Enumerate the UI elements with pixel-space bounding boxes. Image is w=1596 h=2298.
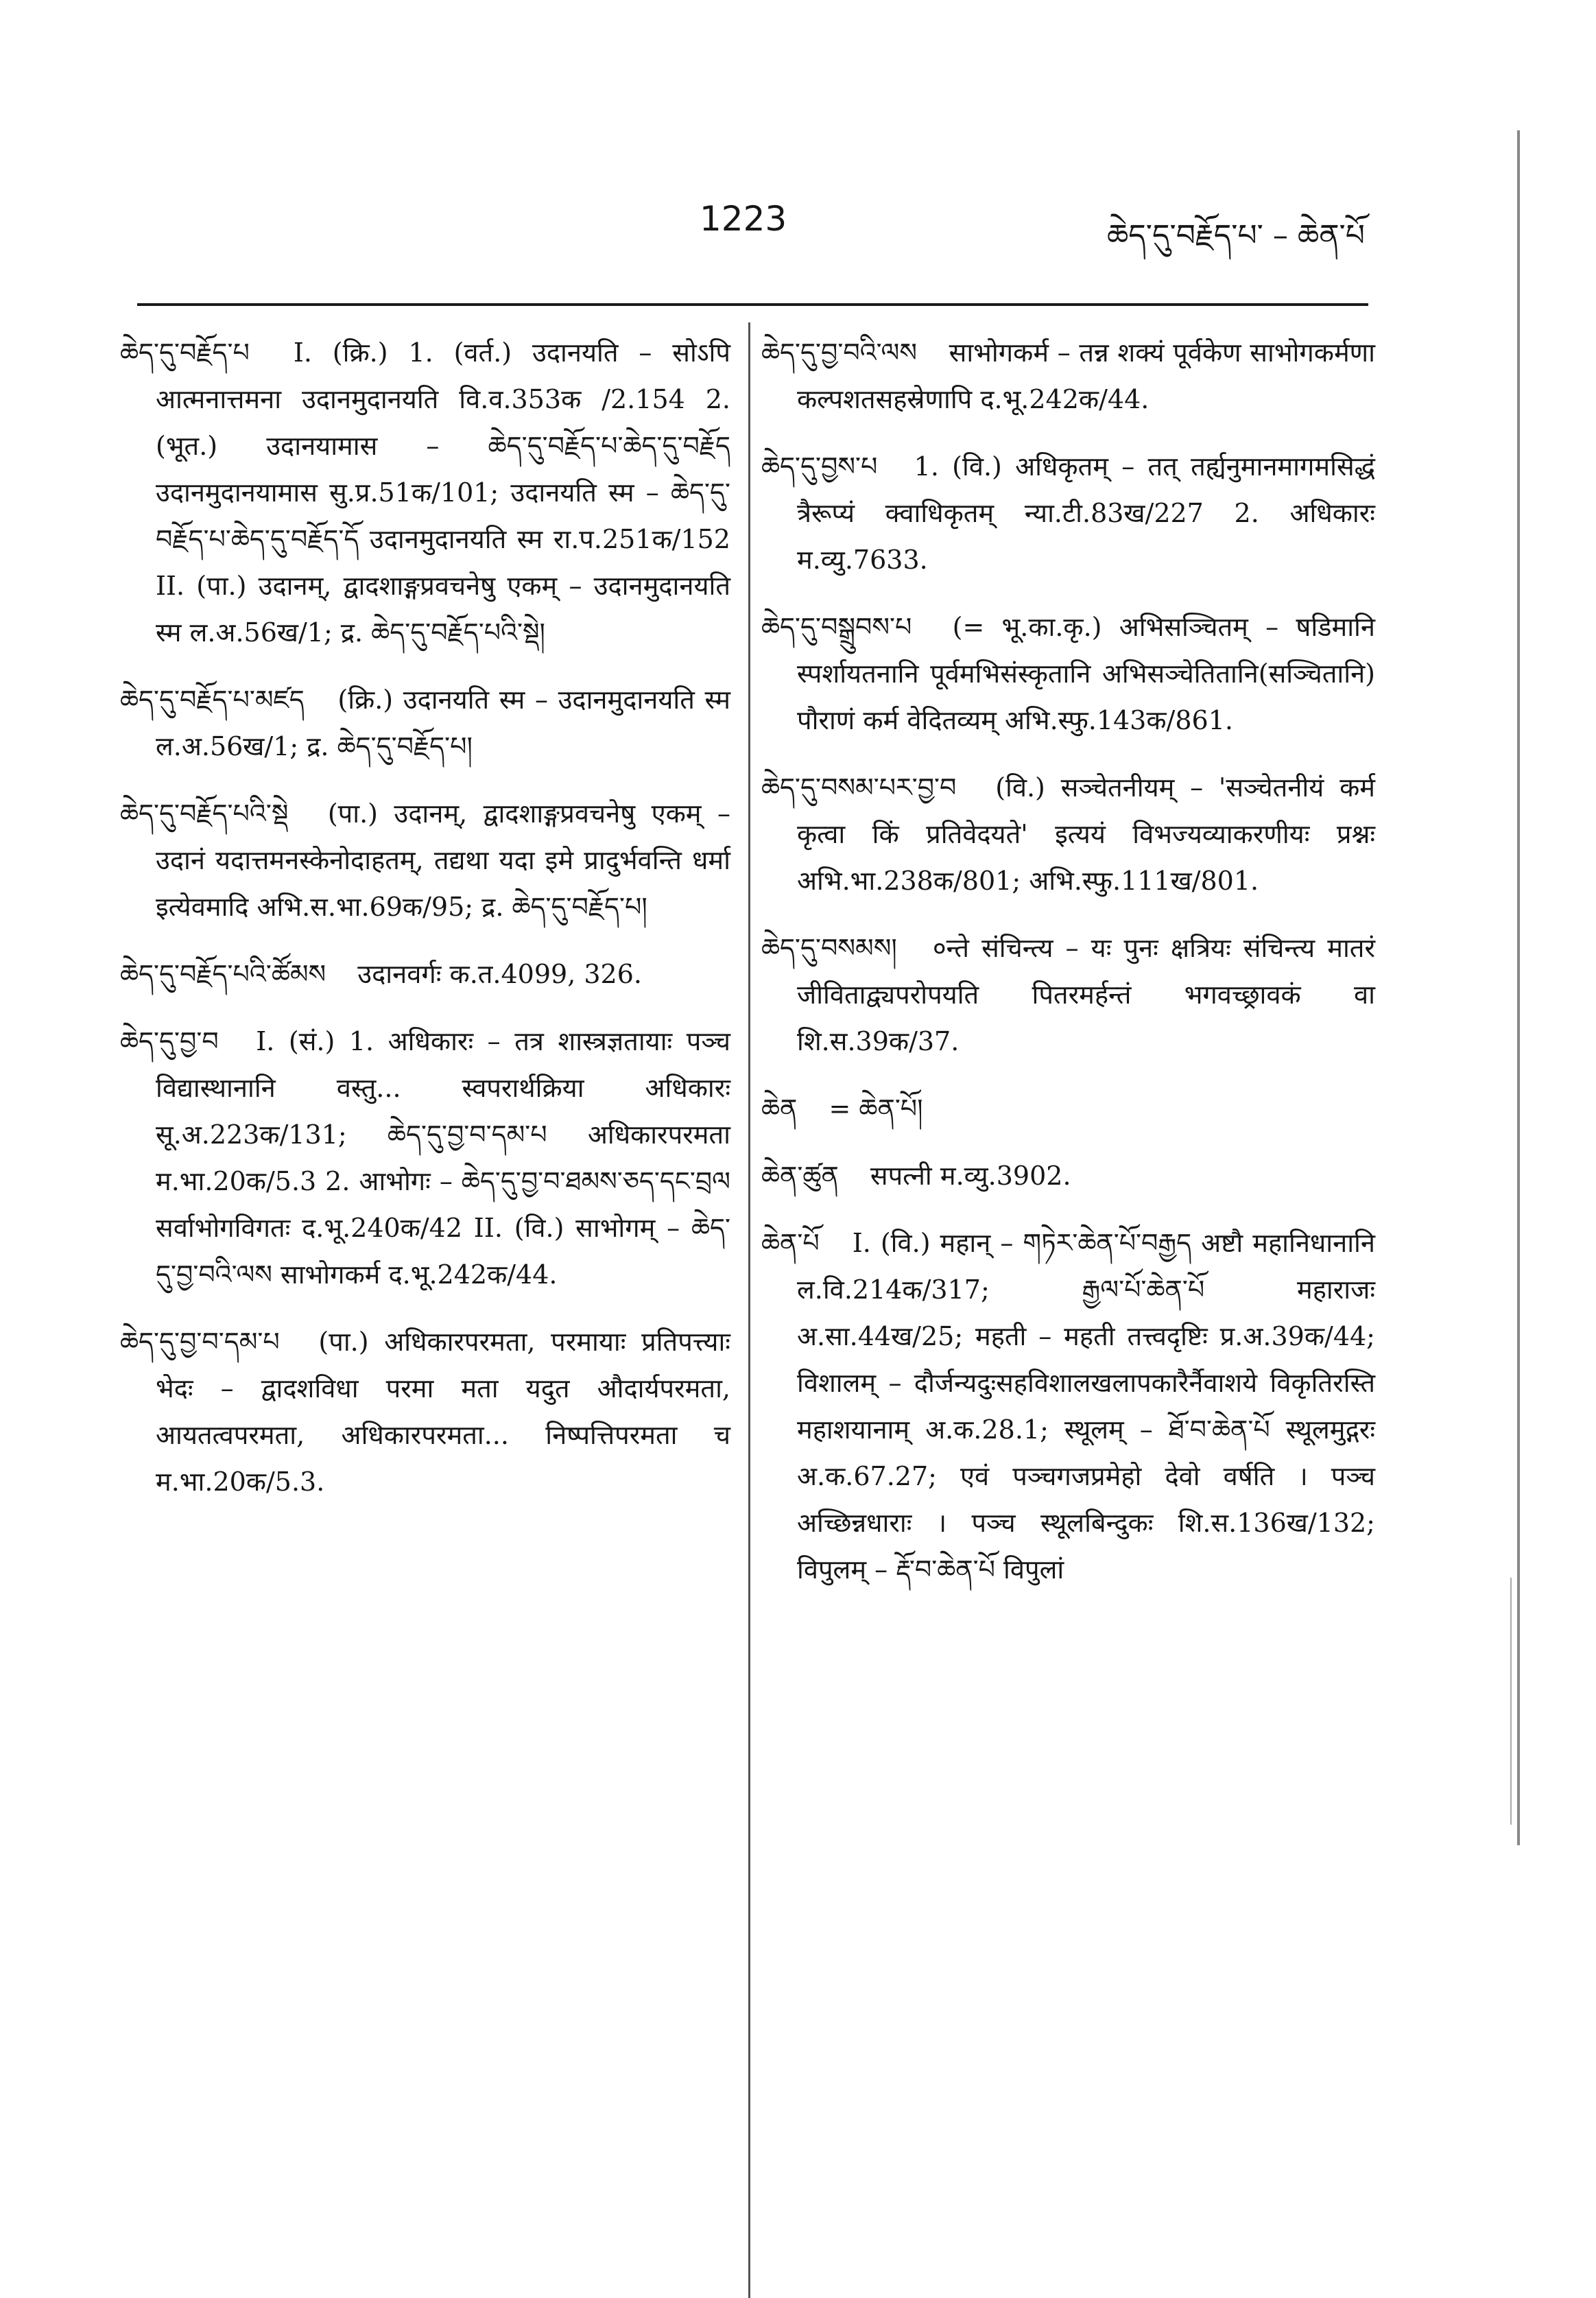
entry-body: (पा.) अधिकारपरमता, परमायाः प्रतिपत्त्याः भेदः – द्वादशविधा परमा मता यदुत औदार्यपरमता, आयतत्वपरमता, अधिकारपरमता... निष्पत्तिपरमता च म.भा.20क/5.3. [156,1327,730,1497]
entry-body: साभोगकर्म – तन्न शक्यं पूर्वकेण साभोगकर्मणा कल्पशतसहस्रेणापि द.भू.242क/44. [797,337,1375,414]
entry-body: I. (वि.) महान् – གཏེར་ཆེན་པོ་བརྒྱད अष्टौ महानिधानानि ल.वि.214क/317; རྒྱལ་པོ་ཆེན་པོ महाराजः अ.सा.44ख/25; महती – महती तत्त्वदृष्टिः प्र.अ.39क/44; विशालम् – दौर्जन्यदुःसहविशालखलापकारैर्नैवाशये विकृतिरस्ति महाशयानाम् अ.क.28.1; स्थूलम् – ཐོ་བ་ཆེན་པོ स्थूलमुद्गरः अ.क.67.27; एवं पञ्चगजप्रमेहो देवो वर्षति । पञ्च अच्छिन्नधाराः । पञ्च स्थूलबिन्दुकः शि.स.136ख/132; विपुलम् – རྡོ་བ་ཆེན་པོ विपुलां [797,1228,1375,1585]
dictionary-entry [120,1318,730,1505]
dictionary-entry [761,925,1375,1065]
running-head: ཆེད་དུ་བརྗོད་པ་ – ཆེན་པོ [1106,218,1365,253]
entry-body: I. (सं.) 1. अधिकारः – तत्र शास्त्रज्ञतायाः पञ्च विद्यास्थानानि वस्तु... स्वपरार्थक्रिया अधिकारः सू.अ.223क/131; ཆེད་དུ་བྱ་བ་དམ་པ अधिकारपरमता म.भा.20क/5.3 2. आभोगः – ཆེད་དུ་བྱ་བ་ཐམས་ཅད་དང་བྲལ सर्वाभोगविगतः द.भू.240क/42 II. (वि.) साभोगम् – ཆེད་དུ་བྱ་བའི་ལས साभोगकर्म द.भू.242क/44. [156,1026,730,1290]
entry-headword: ཆེན་ཚུན [761,1161,839,1191]
dictionary-entry [761,329,1375,423]
entry-headword: ཆེད་དུ་བརྗོད་པའི་ཚོམས [120,959,326,989]
entry-headword: ཆེད་དུ་བརྗོད་པ་མཛད [120,685,305,715]
entry-body: उदानवर्गः क.त.4099, 326. [357,959,642,989]
entry-headword: ཆེད་དུ་བརྗོད་པ [120,337,250,368]
entry-headword: ཆེན [761,1093,798,1124]
dictionary-entry [761,764,1375,904]
entry-headword: ཆེད་དུ་བསམ་པར་བྱ་བ [761,772,957,803]
right-column [761,329,1375,1613]
entry-body: = ཆེན་པོ། [829,1093,923,1124]
binding-edge-line-secondary [1510,1578,1512,1825]
binding-edge-line [1517,130,1520,1845]
entry-body: (क्रि.) उदानयति स्म – उदानमुदानयति स्म ल.अ.56ख/1; द्र. ཆེད་དུ་བརྗོད་པ། [156,685,730,761]
entry-body: (पा.) उदानम्, द्वादशाङ्गप्रवचनेषु एकम् – उदानं यदात्तमनस्केनोदाहतम्, तद्यथा यदा इमे प्रादुर्भवन्ति धर्मा इत्येवमादि अभि.स.भा.69क/95; द्र. ཆེད་དུ་བརྗོད་པ། [156,798,730,922]
page-header [137,199,1365,261]
dictionary-entry [761,1152,1375,1199]
entry-headword: ཆེད་དུ་བྱ་བ་དམ་པ [120,1327,280,1357]
entry-body: ०न्ते संचिन्त्य – यः पुनः क्षत्रियः संचिन्त्य मातरं जीविताद्व्यपरोपयति पितरमर्हन्तं भगवच्छ्रावकं वा शि.स.39क/37. [797,933,1375,1056]
entry-headword: ཆེད་དུ་བྱ་བ [120,1026,219,1056]
entry-body: (= भू.का.कृ.) अभिसञ्चितम् – षडिमानि स्पर्शायतनानि पूर्वमभिसंस्कृतानि अभिसञ्चेतितानि(सञ्चितानि) पौराणं कर्म वेदितव्यम् अभि.स्फु.143क/861. [797,612,1375,735]
left-column [120,329,730,1526]
dictionary-entry [761,604,1375,744]
dictionary-entry [120,676,730,770]
entry-headword: ཆེད་དུ་བྱས་པ [761,451,878,482]
entry-body: 1. (वि.) अधिकृतम् – तत् तर्ह्यनुमानमागमसिद्धं त्रैरूप्यं क्वाधिकृतम् न्या.टी.83ख/227 2. अधिकारः म.व्यु.7633. [797,451,1375,575]
entry-body: (वि.) सञ्चेतनीयम् – 'सञ्चेतनीयं कर्म कृत्वा किं प्रतिवेदयते' इत्ययं विभज्यव्याकरणीयः प्रश्नः अभि.भा.238क/801; अभि.स्फु.111ख/801. [797,772,1375,896]
column-divider [748,322,750,2298]
header-rule [137,303,1368,306]
dictionary-entry [761,1220,1375,1593]
dictionary-entry [761,443,1375,583]
dictionary-entry [120,951,730,997]
dictionary-entry [120,790,730,930]
entry-body: सपत्नी म.व्यु.3902. [870,1161,1071,1191]
entry-body: I. (क्रि.) 1. (वर्त.) उदानयति – सोऽपि आत्मनात्तमना उदानमुदानयति वि.व.353क /2.154 2. (भूत.) उदानयामास – ཆེད་དུ་བརྗོད་པ་ཆེད་དུ་བརྗོད उदानमुदानयामास सु.प्र.51क/101; उदानयति स्म – ཆེད་དུ་བརྗོད་པ་ཆེད་དུ་བརྗོད་དོ उदानमुदानयति स्म रा.प.251क/152 II. (पा.) उदानम्, द्वादशाङ्गप्रवचनेषु एकम् – उदानमुदानयति स्म ल.अ.56ख/1; द्र. ཆེད་དུ་བརྗོད་པའི་སྡེ། [156,337,730,648]
entry-headword: ཆེད་དུ་བྱ་བའི་ལས [761,337,917,368]
entry-headword: ཆེད་དུ་བསམས། [761,933,897,963]
entry-headword: ཆེན་པོ [761,1228,820,1258]
dictionary-entry [120,1018,730,1298]
entry-headword: ཆེད་དུ་བསྒྲུབས་པ [761,612,912,642]
entry-headword: ཆེད་དུ་བརྗོད་པའི་སྡེ [120,798,289,829]
dictionary-entry [120,329,730,656]
page-number: 1223 [700,199,787,239]
dictionary-entry [761,1085,1375,1132]
